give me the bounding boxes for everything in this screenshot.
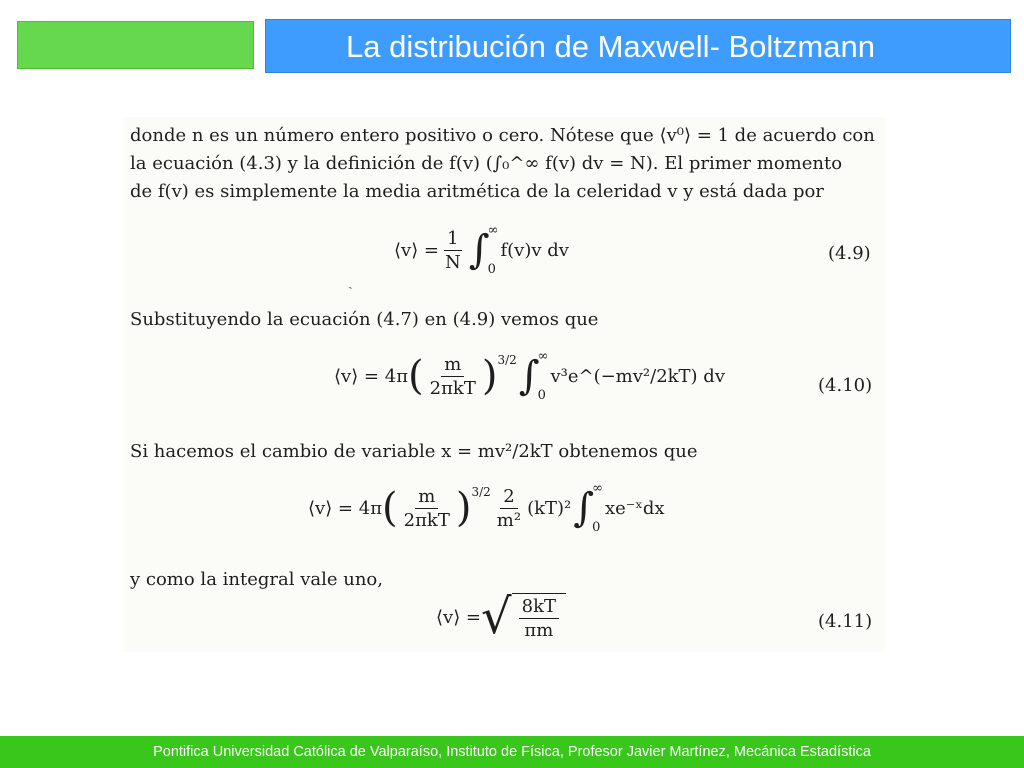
- equation-4-10: ⟨v⟩ = 4π ( $\frac{m}{\text{2πkT}}$ ) $^{3/2}$ ∫ ∞ 0 v³e^(−mv²/2kT) dv: [334, 349, 725, 403]
- paragraph-line: Si hacemos el cambio de variable x = mv²/2kT obtenemos que: [130, 441, 698, 462]
- fraction: [442, 228, 464, 273]
- footer-text: Pontifica Universidad Católica de Valparaíso, Instituto de Física, Profesor Javier Martínez, Mecánica Estadística: [153, 744, 871, 760]
- fraction-numerator: m: [441, 354, 464, 377]
- integrand: f(v)v dv: [500, 239, 569, 261]
- equation-change-of-variable: ⟨v⟩ = 4π ( $\frac{m}{\text{2πkT}}$ ) $^{3/2}$ $\frac{2}{\text{m²}}$ (kT)² ∫ ∞ 0 xe⁻ˣdx: [308, 481, 665, 535]
- integral-lower-limit: 0: [537, 388, 546, 403]
- paragraph-line: Substituyendo la ecuación (4.7) en (4.9) vemos que: [130, 309, 599, 330]
- integral-upper-limit: ∞: [537, 349, 549, 364]
- fraction-numerator: 2: [500, 486, 517, 509]
- integral-upper-limit: ∞: [592, 481, 603, 496]
- integral: ∫ ∞ 0: [573, 481, 603, 535]
- fraction-numerator: m: [415, 486, 438, 509]
- fraction-denominator: πm: [524, 620, 554, 641]
- fraction-denominator: 2πkT: [403, 509, 450, 531]
- equation-number: (4.9): [828, 243, 871, 264]
- paragraph-line: la ecuación (4.3) y la definición de f(v) (∫₀^∞ f(v) dv = N). El primer momento: [130, 153, 843, 174]
- paragraph-line: y como la integral vale uno,: [130, 569, 383, 590]
- page-title: La distribución de Maxwell- Boltzmann: [346, 29, 875, 64]
- integral-lower-limit: 0: [592, 520, 601, 535]
- fraction: [519, 596, 559, 641]
- equation-number: (4.11): [818, 611, 873, 632]
- equation-lhs: ⟨v⟩ = 4π: [308, 497, 383, 519]
- fraction-numerator: 1: [444, 228, 461, 251]
- equation-term: (kT)²: [527, 497, 572, 519]
- square-root: √ $\frac{8kT}{\pi m}$: [481, 593, 566, 641]
- fraction: [427, 354, 479, 399]
- fraction-denominator: m²: [496, 509, 522, 531]
- equation-lhs: ⟨v⟩ =: [394, 239, 440, 261]
- header-accent-block: [17, 21, 254, 69]
- equation-4-11: [436, 589, 566, 645]
- footer-bar: [0, 736, 1024, 768]
- fraction: [401, 486, 453, 531]
- title-bar: [265, 19, 1011, 73]
- paragraph-line: donde n es un número entero positivo o cero. Nótese que ⟨v⁰⟩ = 1 de acuerdo con: [130, 125, 875, 146]
- integral: ∫ ∞ 0: [518, 349, 549, 403]
- fraction-denominator: N: [445, 251, 461, 273]
- equation-lhs: ⟨v⟩ =: [436, 606, 482, 628]
- integrand: v³e^(−mv²/2kT) dv: [550, 365, 725, 387]
- integrand: xe⁻ˣdx: [604, 497, 665, 519]
- equation-4-9: [394, 223, 569, 277]
- integral-upper-limit: ∞: [487, 223, 499, 238]
- integral: ∫ ∞ 0: [468, 223, 499, 277]
- fraction-denominator: 2πkT: [429, 377, 476, 399]
- exponent: 3/2: [471, 485, 491, 499]
- scan-mark: ˏ: [348, 274, 353, 290]
- equation-lhs: ⟨v⟩ = 4π: [334, 365, 409, 387]
- scanned-text-image: [124, 117, 885, 652]
- equation-number: (4.10): [818, 375, 873, 396]
- paragraph-line: de f(v) es simplemente la media aritmética de la celeridad v y está dada por: [130, 181, 824, 202]
- integral-lower-limit: 0: [487, 262, 496, 277]
- exponent: 3/2: [497, 353, 517, 367]
- fraction-numerator: 8kT: [519, 596, 559, 619]
- fraction: [494, 486, 524, 531]
